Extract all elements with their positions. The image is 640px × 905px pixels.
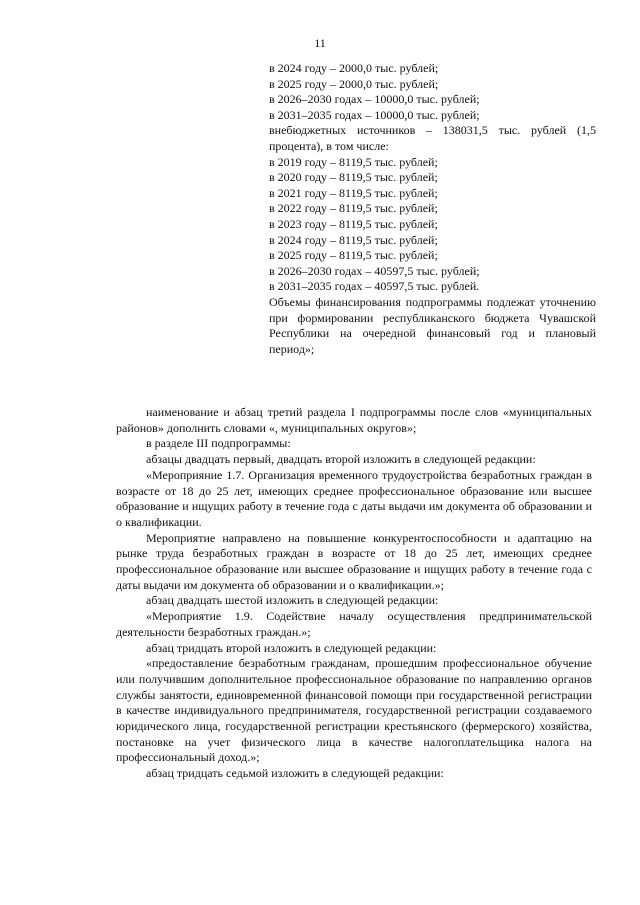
paragraph: Мероприятие направлено на повышение конкурентоспособности и адаптацию на рынке труда безработных граждан в возрасте от 18 до 25 лет, имеющих среднее профессиональное образование или высшее образование и ищущих работу в течение года с даты выдачи им документа об образовании и о квалификации.»; [116, 530, 592, 592]
financing-note: Объемы финансирования подпрограммы подлежат уточнению при формировании республиканского бюджета Чувашской Республики на очередной финансовый год и плановый период»; [269, 294, 596, 356]
financing-line: в 2025 году – 2000,0 тыс. рублей; [269, 76, 439, 91]
paragraph: наименование и абзац третий раздела I подпрограммы после слов «муниципальных районов» дополнить словами «, муниципальных округов»; [116, 405, 592, 435]
paragraph: абзац двадцать шестой изложить в следующей редакции: [146, 593, 439, 608]
paragraph: абзац тридцать седьмой изложить в следующей редакции: [146, 766, 444, 781]
offbudget-line: в 2023 году – 8119,5 тыс. рублей; [269, 216, 438, 231]
offbudget-line: в 2021 году – 8119,5 тыс. рублей; [269, 185, 438, 200]
offbudget-line: в 2024 году – 8119,5 тыс. рублей; [269, 232, 438, 247]
offbudget-line: в 2022 году – 8119,5 тыс. рублей; [269, 201, 438, 216]
offbudget-line: в 2019 году – 8119,5 тыс. рублей; [269, 154, 438, 169]
paragraph: «Мероприяние 1.7. Организация временного трудоустройства безработных граждан в возрасте от 18 до 25 лет, имеющих среднее профессиональное образование или высшее образование и ищущих работу в течение года с даты выдачи им документа об образовании и о квалификации. [116, 467, 592, 529]
paragraph: в разделе III подпрограммы: [146, 436, 291, 451]
paragraph: «предоставление безработным гражданам, прошедшим профессиональное обучение или получившим дополнительное профессиональное образование по направлению органов службы занятости, единовременной финансовой помощи при государственной регистрации в качестве индивидуального предпринимателя, государственной регистрации создаваемого юридического лица, государственной регистрации крестьянского (фермерского) хозяйства, постановке на учет физического лица в качестве налогоплательщика налога на профессиональный доход.»; [116, 656, 592, 765]
paragraph: абзацы двадцать первый, двадцать второй изложить в следующей редакции: [146, 452, 536, 467]
offbudget-sources: внебюджетных источников – 138031,5 тыс. рублей (1,5 процента), в том числе: [269, 123, 596, 153]
offbudget-line: в 2031–2035 годах – 40597,5 тыс. рублей. [269, 279, 480, 294]
paragraph: «Мероприятие 1.9. Содействие началу осуществления предпринимательской деятельности безработных граждан.»; [116, 609, 592, 639]
page-number: 11 [314, 36, 326, 50]
financing-line: в 2024 году – 2000,0 тыс. рублей; [269, 61, 439, 75]
offbudget-line: в 2026–2030 годах – 40597,5 тыс. рублей; [269, 263, 480, 278]
offbudget-line: в 2020 году – 8119,5 тыс. рублей; [269, 170, 438, 185]
paragraph: абзац тридцать второй изложить в следующей редакции: [146, 640, 437, 655]
financing-line: в 2026–2030 годах – 10000,0 тыс. рублей; [269, 92, 480, 107]
amendments-text [116, 405, 592, 782]
offbudget-line: в 2025 году – 8119,5 тыс. рублей; [269, 248, 438, 263]
financing-block [269, 61, 596, 357]
financing-line: в 2031–2035 годах – 10000,0 тыс. рублей; [269, 107, 480, 122]
